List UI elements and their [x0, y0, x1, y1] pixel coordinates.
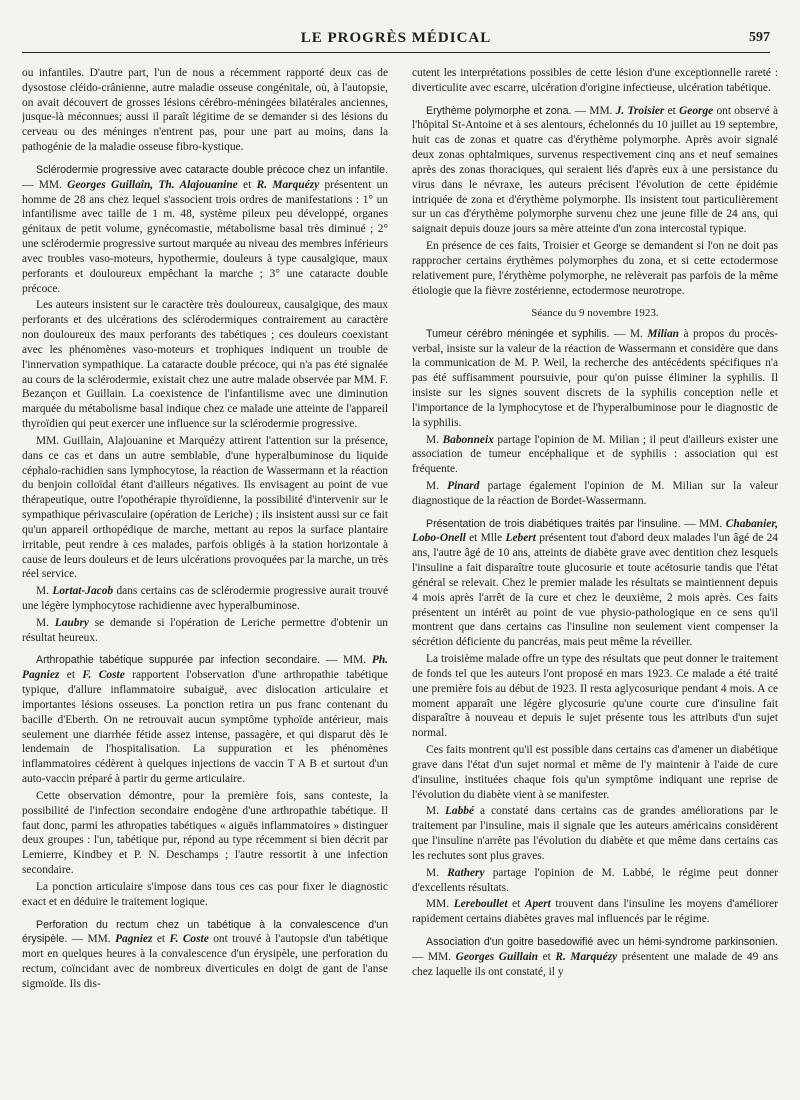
paragraph: M. Babonneix partage l'opinion de M. Milian ; il peut d'ailleurs exister une association de tumeur encéphalique et de syphilis : association qui est fréquente.: [412, 433, 778, 476]
section-diabetiques: Présentation de trois diabétiques traités par l'insuline. — MM. Chabanier, Lobo-Onell et Mlle Lebert présentent tout d'abord deux malades l'un âgé de 24 ans, l'autre âgé de 10 ans, atteints de diabète grave avec dentition chez lesquels l'insuline a fait disparaître toute glucosurie et toute acétosurie tandis que l'état général se relevait. Chez le premier malade les résultats se maintiennent depuis 4 mois après l'arrêt de la cure et chez le deuxième, 2 mois après. Ces faits présentent un intérêt au point de vue physio-pathologique en ce sens qu'il montrent que dans certains cas l'insuline non seulement vient compenser la sécrétion déficiente du pancréas, mais peut même la réveiller.: [412, 517, 778, 649]
section-heading: Association d'un goitre basedowifié avec un hémi-syndrome parkinsonien.: [426, 936, 778, 949]
author-names: Chabanier, Lobo-Onell: [412, 517, 778, 545]
section-arthropathie: Arthropathie tabétique suppurée par infection secondaire. — MM. Ph. Pagniez et F. Coste rapportent l'observation d'une arthropathie tabétique typique, d'allure inflammatoire subaiguë, avec dislocation articulaire et importantes lésions osseuses. La ponction retira un pus franc contenant du bacille d'Eberth. On ne retrouvait aucun symptôme typhoïde antérieur, mais seulement une diarrhée fétide assez intense, passagère, et qui disparut dès le lendemain de l'hospitalisation. La suppuration et les phénomènes inflammatoires cédèrent à quelques injections de vaccin T A B et surtout d'un auto-vaccin préparé à partir du germe articulaire.: [22, 654, 388, 786]
paragraph: Ces faits montrent qu'il est possible dans certains cas d'amener un diabétique grave dans l'état d'un sujet normal et même de l'y maintenir à l'aide de cure d'insuline, instituées chaque fois qu'un symptôme indiquant une reprise de l'évolution du diabète vient à se manifester.: [412, 744, 778, 801]
paragraph: M. Rathery partage l'opinion de M. Labbé, le régime peut donner d'excellents résultats.: [412, 866, 778, 894]
paragraph: MM. Lereboullet et Apert trouvent dans l'insuline les moyens d'améliorer rapidement certains diabètes graves mal influencés par le régime.: [412, 898, 778, 926]
journal-title: LE PROGRÈS MÉDICAL: [300, 30, 492, 46]
paragraph: M. Pinard partage également l'opinion de M. Milian sur la valeur diagnostique de la réaction de Bordet-Wassermann.: [412, 480, 778, 507]
paragraph: La troisième malade offre un type des résultats que peut donner le traitement de fonds tel que les auteurs l'ont proposé en mars 1923. Ce malade a été traité une première fois au début de 1923. Il resta aglycosurique pendant 4 mois. A ce moment apparaît une légère glycosurie qu'une courte cure d'insuline fait disparaître à nouveau et depuis le sujet présente tous les attributs d'un sujet normal.: [412, 653, 778, 740]
section-heading: Sclérodermie progressive avec cataracte double précoce chez un infantile.: [36, 163, 388, 176]
page-header: [22, 30, 770, 53]
paragraph: M. Laubry se demande si l'opération de Leriche permettre d'obtenir un résultat heureux.: [22, 616, 388, 644]
paragraph: MM. Guillain, Alajouanine et Marquézy attirent l'attention sur la présence, dans ce cas et dans un autre semblable, d'une hyperalbuminose du liquide céphalo-rachidien sans lymphocytose, la réaction de Wassermann et la réaction du benjoin colloïdal étant d'ailleurs négatives. Ils envisagent au point de vue thérapeutique, outre l'opothérapie thyroïdienne, la possibilité d'intervenir sur le sympathique périvasculaire (opération de Leriche) ; ils insistent aussi sur ce fait qu'un appareil orthopédique de marche, mettant au repos la surface plantaire irritable, peut rendre à ces malades, parfois obligés à la station horizontale à cause de leurs douleurs et de leurs ulcérations provoquées par la marche, un très réel service.: [22, 434, 388, 581]
session-date: Séance du 9 novembre 1923.: [531, 307, 659, 320]
author-names: Georges Guillain: [455, 950, 539, 963]
paragraph: M. Labbé a constaté dans certains cas de grandes améliorations par le traitement par l'insuline, mais il signale que les auteurs américains considèrent que l'insuline n'arrête pas l'évolution du diabète et que même dans certains cas les rechutes sont plus graves.: [412, 805, 778, 862]
section-heading: Perforation du rectum chez un tabétique à la convalescence d'un érysipèle.: [22, 918, 388, 946]
paragraph: La ponction articulaire s'impose dans tous ces cas pour fixer le diagnostic exact et en déduire le traitement logique.: [22, 880, 388, 908]
right-column: [412, 66, 778, 1096]
section-tumeur: Tumeur cérébro méningée et syphilis. — M. Milian à propos du procès-verbal, insiste sur la valeur de la réaction de Wassermann et considère que dans la communication de M. P. Weil, la recherche des antécédents spécifiques n'a pas été suffisamment poursuivie, pour qu'on puisse éliminer la syphilis. Il insiste sur les signes souvent discrets de la syphilis conception nelle et l'importance de la lymphocytose et de l'hyperalbuminose pour le diagnostic de la syphilis.: [412, 327, 778, 429]
author-names: George: [679, 104, 714, 117]
author-name: Milian: [647, 327, 679, 340]
paragraph: Cette observation démontre, pour la première fois, sans conteste, la possibilité de l'infection secondaire endogène d'une arthropathie tabétique. Il faut donc, parmi les athropaties tabétiques « aiguës inflammatoires » distinguer deux groupes : l'un, tabétique pur, répond au type récemment si bien décrit par Lemierre, Kindbey et P. N. Deschamps ; l'autre ressortit à une infection secondaire.: [22, 789, 388, 877]
section-erytheme: Erythème polymorphe et zona. — MM. J. Troisier et George ont observé à l'hôpital St-Antoine et à ses alentours, échelonnés du 10 juillet au 19 septembre, huit cas de zonas et quatre cas d'érythème polymorphe. Après avoir signalé deux zonas ophtalmiques, survenus respectivement cinq ans et neuf semaines après des zonas thoraciques, qui seraient liés d'après eux à une persistance du virus dans le névraxe, les auteurs précisent l'évolution de cette épidémie intriquée de zona et d'érythème polymorphe. Ils insistent tout particulièrement sur un cas d'érythème polymorphe survenu chez une jeune fille de 24 ans, qui saignait depuis douze jours sa mère atteinte d'un zona intercostal typique.: [412, 104, 778, 236]
author-names: Pagniez: [115, 933, 153, 946]
section-heading: Arthropathie tabétique suppurée par infection secondaire.: [36, 654, 321, 667]
author-names: R. Marquézy: [256, 178, 320, 191]
paragraph: M. Lortat-Jacob dans certains cas de sclérodermie progressive aurait trouvé une légère lymphocytose rachidienne avec hyperalbuminose.: [22, 585, 388, 612]
author-names: Lebert: [505, 532, 536, 545]
section-perforation: Perforation du rectum chez un tabétique à la convalescence d'un érysipèle. — MM. Pagniez et F. Coste ont trouvé à l'autopsie d'un tabétique mort en quelques heures à la convalescence d'un érysipèle, une perforation du rectum, coïncidant avec de nombreux diverticules en doigt de gant de l'anse sigmoïde. Ils dis-: [22, 918, 388, 990]
author-name: Rathery: [447, 866, 485, 879]
author-names: Georges Guillain, Th. Alajouanine: [67, 178, 238, 191]
section-heading: Erythème polymorphe et zona.: [426, 104, 572, 117]
section-goitre: Association d'un goitre basedowifié avec un hémi-syndrome parkinsonien. — MM. Georges Guillain et R. Marquézy présentent une malade de 49 ans chez laquelle ils ont constaté, il y: [412, 936, 778, 978]
author-name: Labbé: [444, 805, 475, 818]
author-name: Babonneix: [442, 433, 494, 446]
author-names: R. Marquézy: [555, 950, 618, 963]
paragraph: Les auteurs insistent sur le caractère très douloureux, causalgique, des maux perforants et des ulcérations des sclérodermiques contrairement au caractère non douloureux des maux perforants des tabétiques ; ces douleurs coexistant avec les phénomènes vaso-moteurs et trophiques indiquent un trouble de l'innervation sympathique. La cataracte double précoce, qui n'a pas été signalée au cours de la sclérodermie, existait chez une autre malade observée par MM. F. Bezançon et Guillain. La coexistence de l'infantilisme avec une diminution marquée du métabolisme basal indique chez ce malade une atteinte de l'appareil thyroïdien qui peut exercer une influence sur la sclérodermie progressive.: [22, 299, 388, 431]
author-names: F. Coste: [82, 669, 125, 682]
author-names: Apert: [524, 898, 551, 911]
author-names: Lereboullet: [453, 898, 508, 911]
paragraph: En présence de ces faits, Troisier et George se demandent si l'on ne doit pas rapprocher certains érythèmes polymorphes du zona, et si cette ectodermose relativement pure, l'érythème polymorphe, ne relèverait pas parfois de la même étiologie que la fièvre zostérienne, ectodermose neurotrope.: [412, 240, 778, 297]
author-name: Pinard: [447, 480, 480, 492]
left-column: [22, 66, 388, 1096]
section-heading: Tumeur cérébro méningée et syphilis.: [426, 327, 610, 340]
paragraph: cutent les interprétations possibles de cette lésion d'une exceptionnelle rareté : diverticulite avec escarre, ulcération d'origine infectieuse, ulcération tabétique.: [412, 67, 778, 94]
author-name: Lortat-Jacob: [52, 585, 114, 598]
author-names: Ph. Pagniez: [22, 654, 388, 682]
section-heading: Présentation de trois diabétiques traités par l'insuline.: [426, 517, 681, 530]
section-sclerodermie: Sclérodermie progressive avec cataracte double précoce chez un infantile. — MM. Georges Guillain, Th. Alajouanine et R. Marquézy présentent un homme de 28 ans chez lequel s'associent trois ordres de manifestations : 1° un infantilisme avec taille de 1 m. 48, système pileux peu développé, organes génitaux de petit volume, gynécomastie, métabolisme basal très diminué ; 2° une sclérodermie progressive surtout marquée au niveau des membres inférieurs avec troubles vaso-moteurs, hypothermie, douleurs à type causalgique, maux perforants et douloureux empêchant la marche ; 3° une cataracte double précoce.: [22, 163, 388, 295]
page-number: 597: [749, 30, 770, 45]
author-name: Laubry: [54, 616, 89, 629]
paragraph: ou infantiles. D'autre part, l'un de nous a récemment rapporté deux cas de dysostose cléido-crânienne, autre maladie osseuse congénitale, où, à l'autopsie, on avait découvert de grosses lésions cérébro-méningées bilatérales anciennes, jusque-là méconnues; aussi il paraît légitime de se demander si des lésions du cerveau ou des méninges n'entrent pas, pour une part au moins, dans la pathogénie de la maladie osseuse fibro-kystique.: [22, 67, 388, 154]
author-names: F. Coste: [169, 933, 209, 946]
author-names: J. Troisier: [615, 104, 665, 117]
